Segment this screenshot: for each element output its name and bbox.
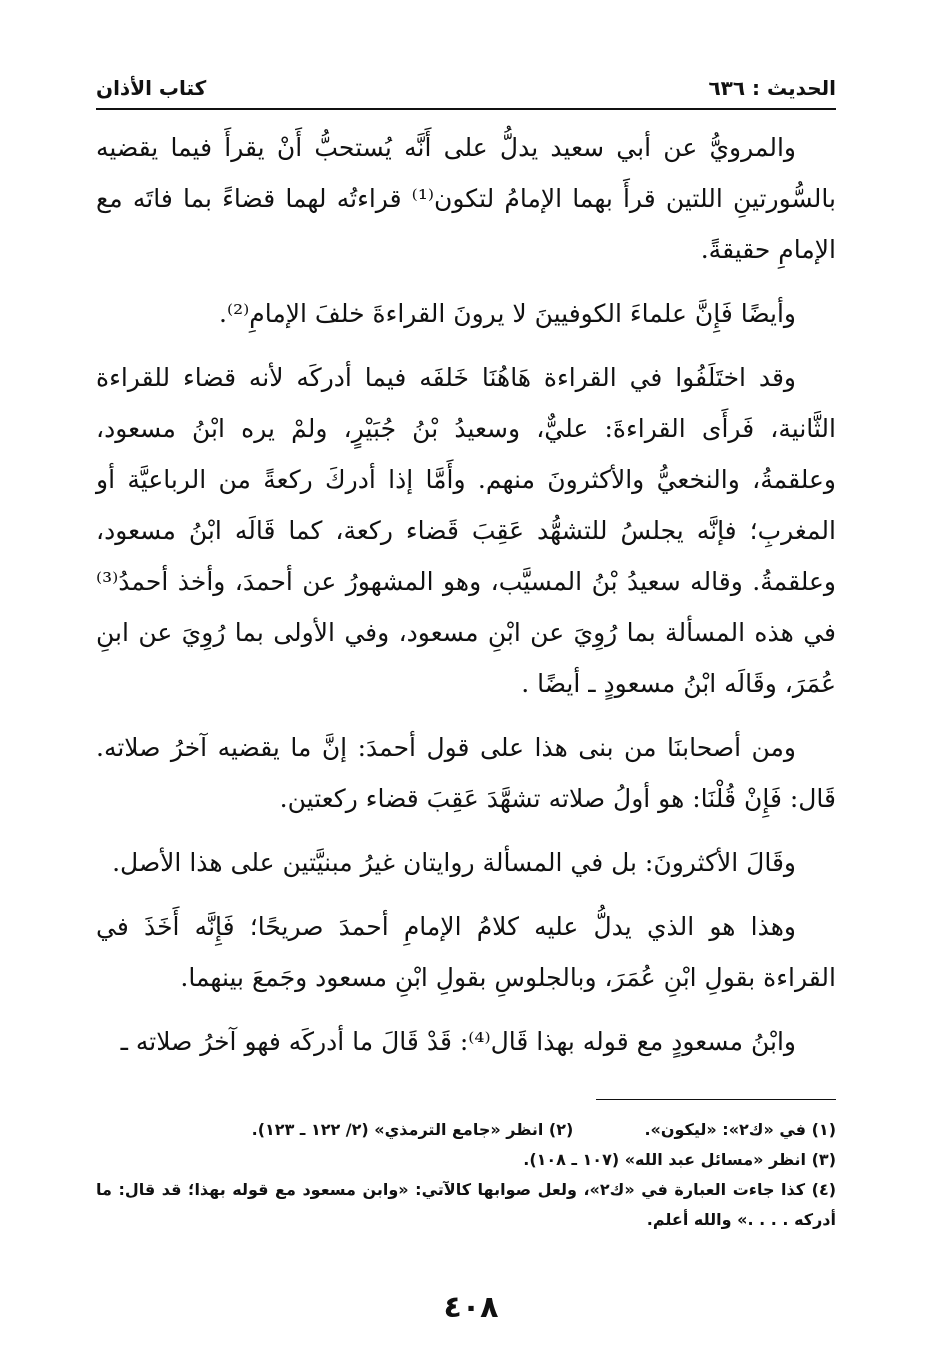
footnote-3: (٣) انظر «مسائل عبد الله» (١٠٧ ـ ١٠٨). <box>523 1150 836 1169</box>
header-rule <box>96 108 836 110</box>
footnote-2: (٢) انظر «جامع الترمذي» (٢/ ١٢٢ ـ ١٢٣). <box>251 1120 574 1139</box>
paragraph: وقَالَ الأكثرونَ: بل في المسألة روايتان غيرُ مبنيَّتين على هذا الأصل. <box>112 848 796 877</box>
page-number: ٤٠٨ <box>443 1290 499 1325</box>
footnote-4: (٤) كذا جاءت العبارة في «ك٢»، ولعل صوابها كالآتي: «وابن مسعود مع قوله بهذا؛ قد قال: ما أدركه . . . .» والله أعلم. <box>96 1180 837 1229</box>
footnote-row <box>96 1115 836 1145</box>
running-header <box>96 70 836 110</box>
footnote-row <box>96 1145 836 1175</box>
main-text <box>96 122 836 1080</box>
paragraph: ومن أصحابنَا من بنى هذا على قول أحمدَ: إنَّ ما يقضيه آخرُ صلاته. قَال: فَإِنْ قُلْنَا: هو أولُ صلاته تشهَّدَ عَقِبَ قضاء ركعتين. <box>96 733 836 813</box>
footnote-rule <box>596 1099 836 1100</box>
footnotes <box>96 1115 836 1235</box>
paragraph: والمرويُّ عن أبي سعيد يدلُّ على أَنَّه يُستحبُّ أَنْ يقرأَ فيما يقضيه بالسُّورتينِ اللتين قرأَ بهما الإمامُ لتكون⁽¹⁾ قراءتُه لهما قضاءً بما فاتَه مع الإمامِ حقيقةً. <box>96 133 836 264</box>
paragraph: وقد اختَلَفُوا في القراءة هَاهُنَا خَلفَه فيما أدركَه لأنه قضاء للقراءة الثَّانية، فَرأَى القراءةَ: عليٌّ، وسعيدُ بْنُ جُبَيْرٍ، ولمْ يره ابْنُ مسعود، وعلقمةُ، والنخعيُّ والأكثرونَ منهم. وأَمَّا إذا أدركَ ركعةً من الرباعيَّة أو المغربِ؛ فإنَّه يجلسُ للتشهُّد عَقِبَ قَضاء ركعة، كما قَالَه ابْنُ مسعود، وعلقمةُ. وقاله سعيدُ بْنُ المسيَّب، وهو المشهورُ عن أحمدَ، وأخذ أحمدُ⁽³⁾ في هذه المسألة بما رُوِيَ عن ابْنِ مسعود، وفي الأولى بما رُوِيَ عن ابنِ عُمَرَ، وقَالَه ابْنُ مسعودٍ ـ أيضًا . <box>96 363 836 698</box>
book-title: كتاب الأذان <box>96 76 207 100</box>
hadith-number-label: الحديث : ٦٣٦ <box>708 76 836 100</box>
footnote-1: (١) في «ك٢»: «ليكون». <box>644 1120 836 1139</box>
paragraph: وهذا هو الذي يدلُّ عليه كلامُ الإمامِ أحمدَ صريحًا؛ فَإِنَّه أَخَذَ في القراءة بقولِ ابْنِ عُمَرَ، وبالجلوسِ بقولِ ابْنِ مسعود وجَمعَ بينهما. <box>96 912 836 992</box>
paragraph: وأيضًا فَإِنَّ علماءَ الكوفيينَ لا يرونَ القراءةَ خلفَ الإمامِ⁽²⁾. <box>219 299 796 328</box>
paragraph: وابْنُ مسعودٍ مع قوله بهذا قَال⁽⁴⁾: قَدْ قَالَ ما أدركَه فهو آخرُ صلاته ـ <box>120 1027 796 1056</box>
